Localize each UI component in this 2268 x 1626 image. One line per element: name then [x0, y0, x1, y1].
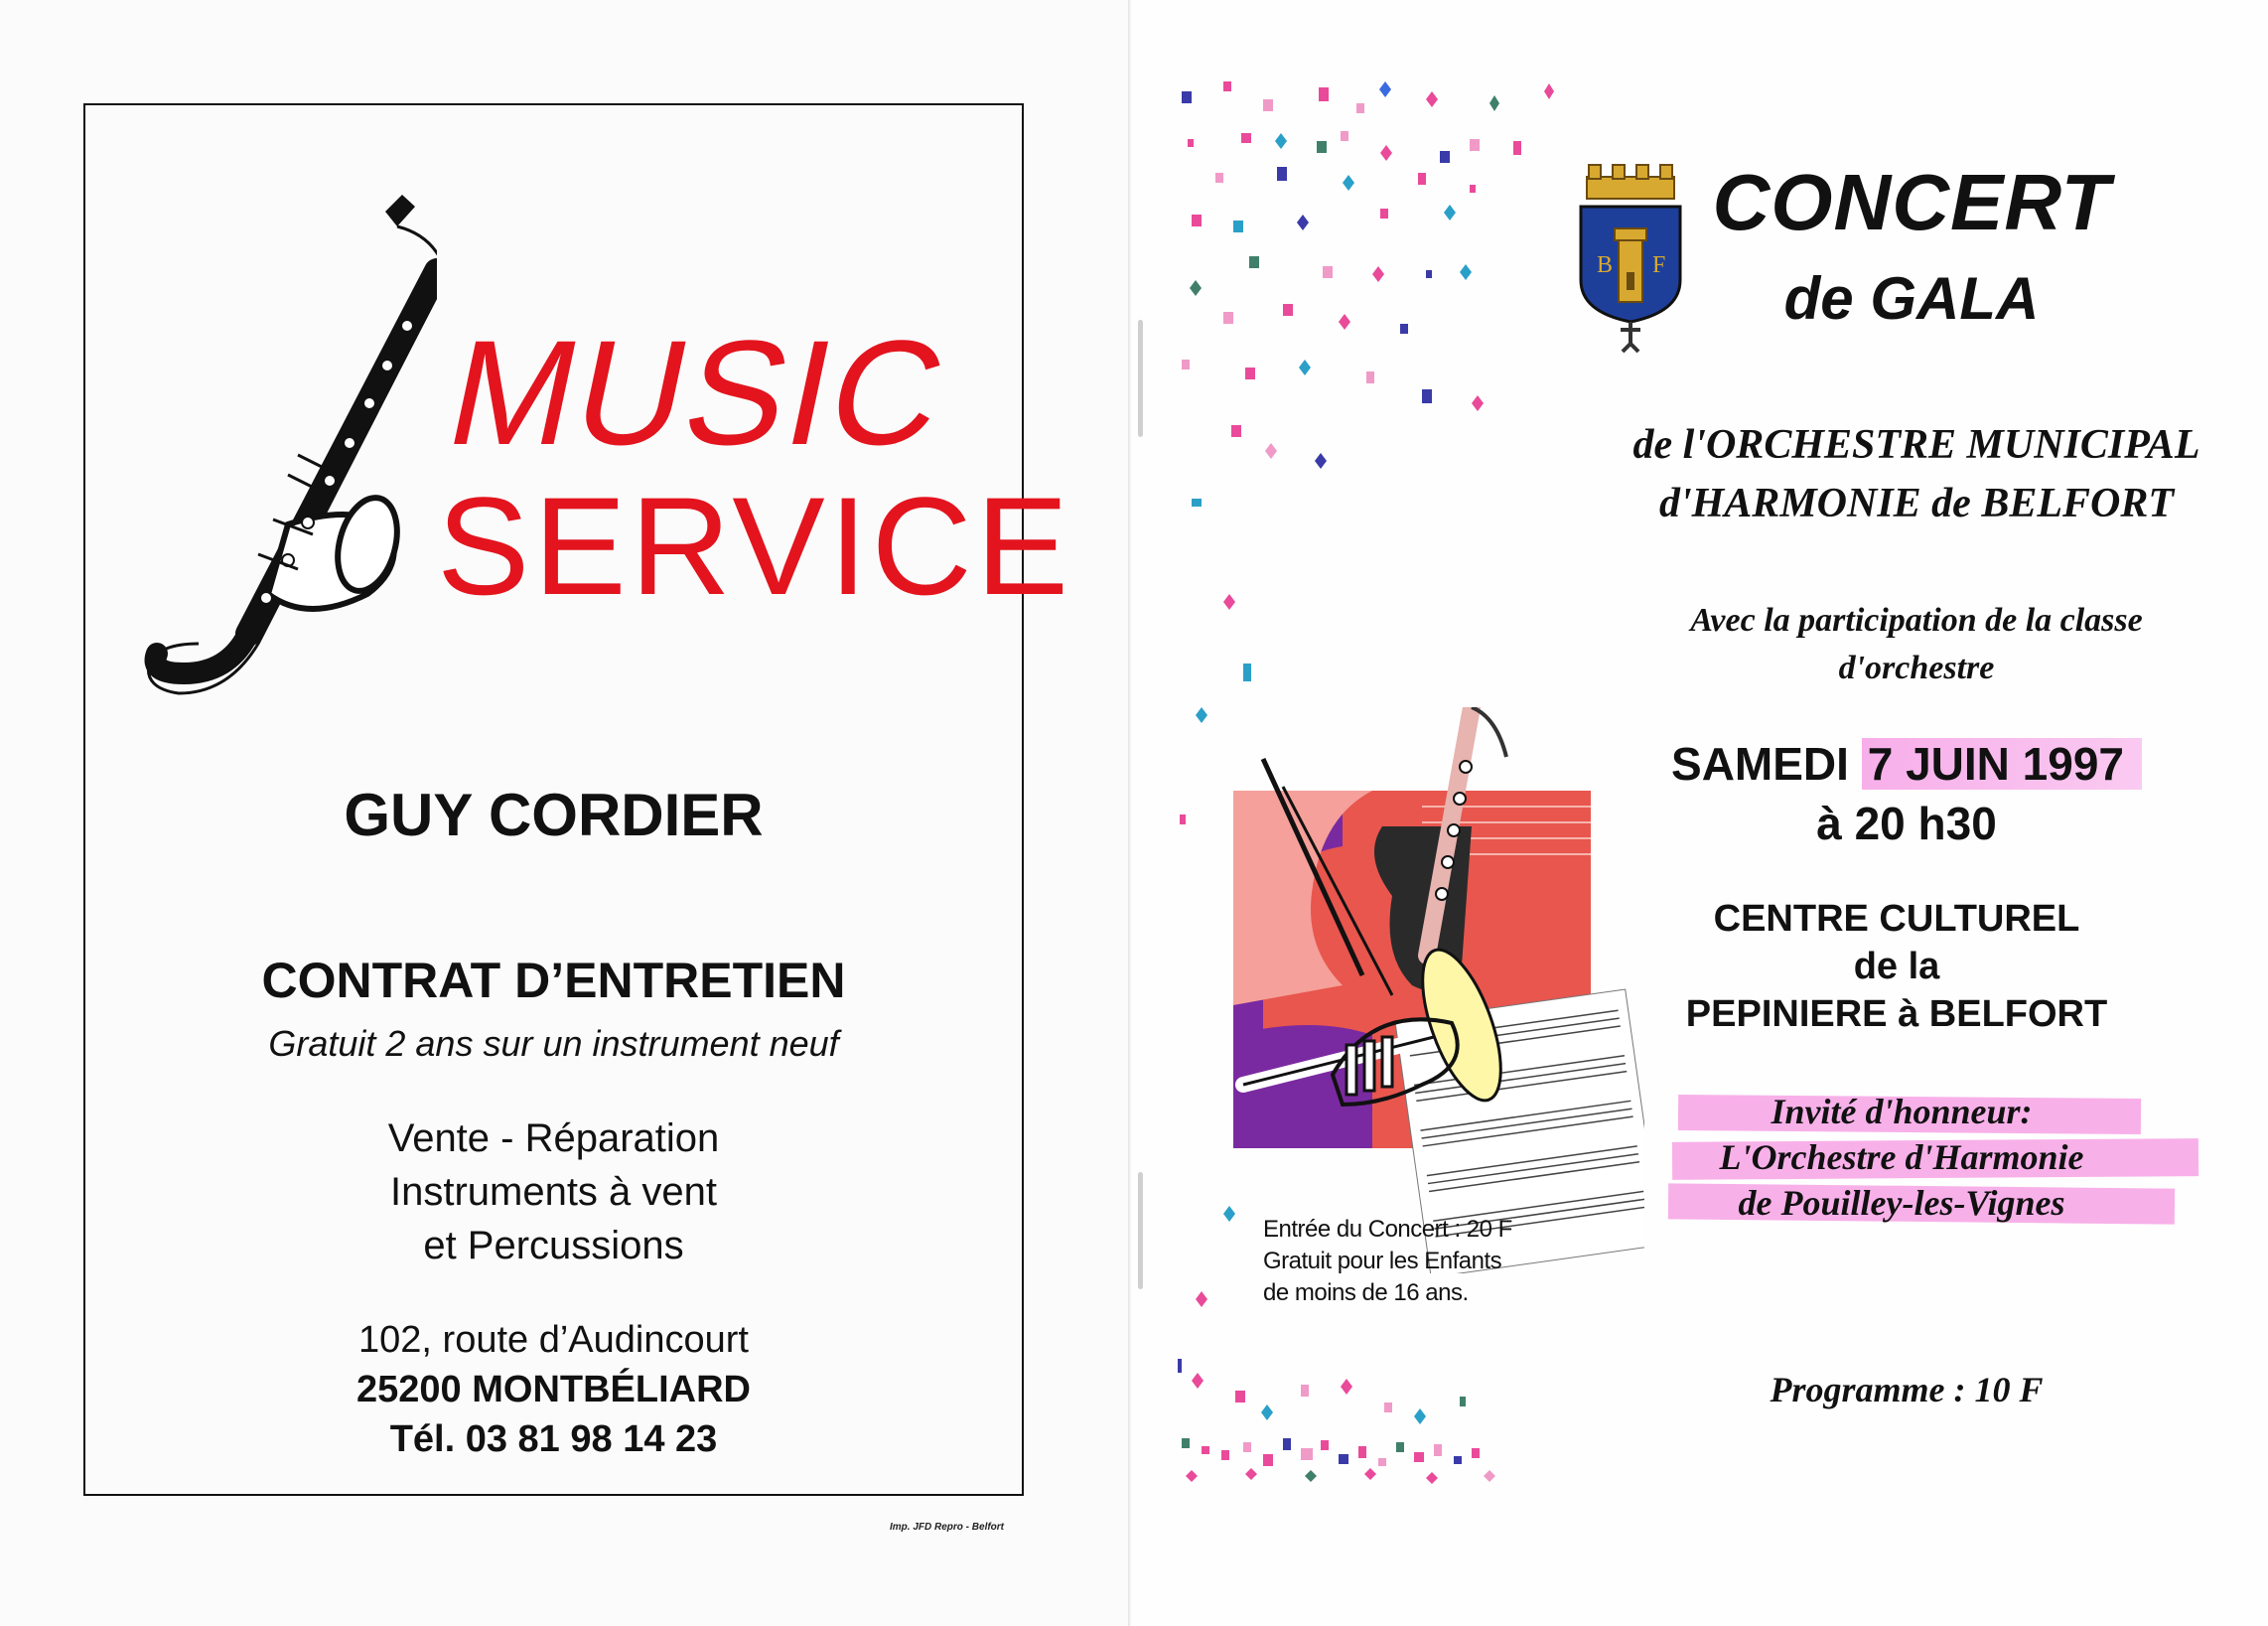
concert-day: SAMEDI [1671, 738, 1849, 790]
staple-top [1138, 320, 1143, 437]
contract-subtitle: Gratuit 2 ans sur un instrument neuf [268, 1023, 839, 1064]
orchestra-name-line2: d'HARMONIE de BELFORT [1658, 481, 2175, 526]
music-instruments-illustration [1223, 707, 1644, 1273]
saxophone-icon [139, 177, 437, 713]
staple-bottom [1138, 1172, 1143, 1289]
services-line: Instruments à vent [389, 1170, 718, 1214]
address-city: 25200 MONTBÉLIARD [356, 1369, 751, 1410]
entry-free-children: Gratuit pour les Enfants [1263, 1248, 1502, 1274]
gala-subtitle: de GALA [1783, 265, 2040, 332]
owner-name: GUY CORDIER [344, 782, 764, 848]
services-line: Vente - Réparation [387, 1116, 720, 1160]
guest-of-honor-label: Invité d'honneur: [1771, 1092, 2033, 1131]
concert-title: CONCERT [1712, 158, 2111, 246]
brand-name-line2: SERVICE [437, 468, 1073, 624]
concert-date-highlight: 7 JUIN 1997 [1862, 738, 2142, 790]
participation-line1: Avec la participation de la classe [1690, 602, 2143, 639]
concert-date [1589, 737, 2224, 791]
programme-price: Programme : 10 F [1770, 1370, 2044, 1409]
brand-name-line1: MUSIC [435, 309, 961, 476]
services-line: et Percussions [423, 1224, 684, 1267]
entry-age-limit: de moins de 16 ans. [1263, 1279, 1469, 1306]
confetti-decoration-top [1172, 70, 1569, 507]
venue-line3: PEPINIERE à BELFORT [1685, 993, 2108, 1035]
guest-orchestra-line1: L'Orchestre d'Harmonie [1719, 1137, 2084, 1177]
entry-price: Entrée du Concert : 20 F [1263, 1216, 1512, 1243]
participation-line2: d'orchestre [1838, 650, 1995, 686]
confetti-decoration-bottom [1172, 1351, 1509, 1490]
orchestra-name-line1: de l'ORCHESTRE MUNICIPAL [1632, 422, 2200, 468]
shield-letter-b: B [1597, 252, 1614, 278]
venue-line2: de la [1853, 946, 1940, 987]
venue-line1: CENTRE CULTUREL [1713, 898, 2080, 940]
shield-letter-f: F [1652, 252, 1666, 278]
printer-credit: Imp. JFD Repro - Belfort [890, 1522, 1005, 1533]
concert-time: à 20 h30 [1816, 798, 1997, 849]
contract-title: CONTRAT D’ENTRETIEN [261, 953, 846, 1008]
address-street: 102, route d’Audincourt [358, 1319, 749, 1361]
guest-orchestra-line2: de Pouilley-les-Vignes [1738, 1183, 2065, 1223]
page-fold [1128, 0, 1131, 1626]
address-phone: Tél. 03 81 98 14 23 [389, 1418, 718, 1460]
